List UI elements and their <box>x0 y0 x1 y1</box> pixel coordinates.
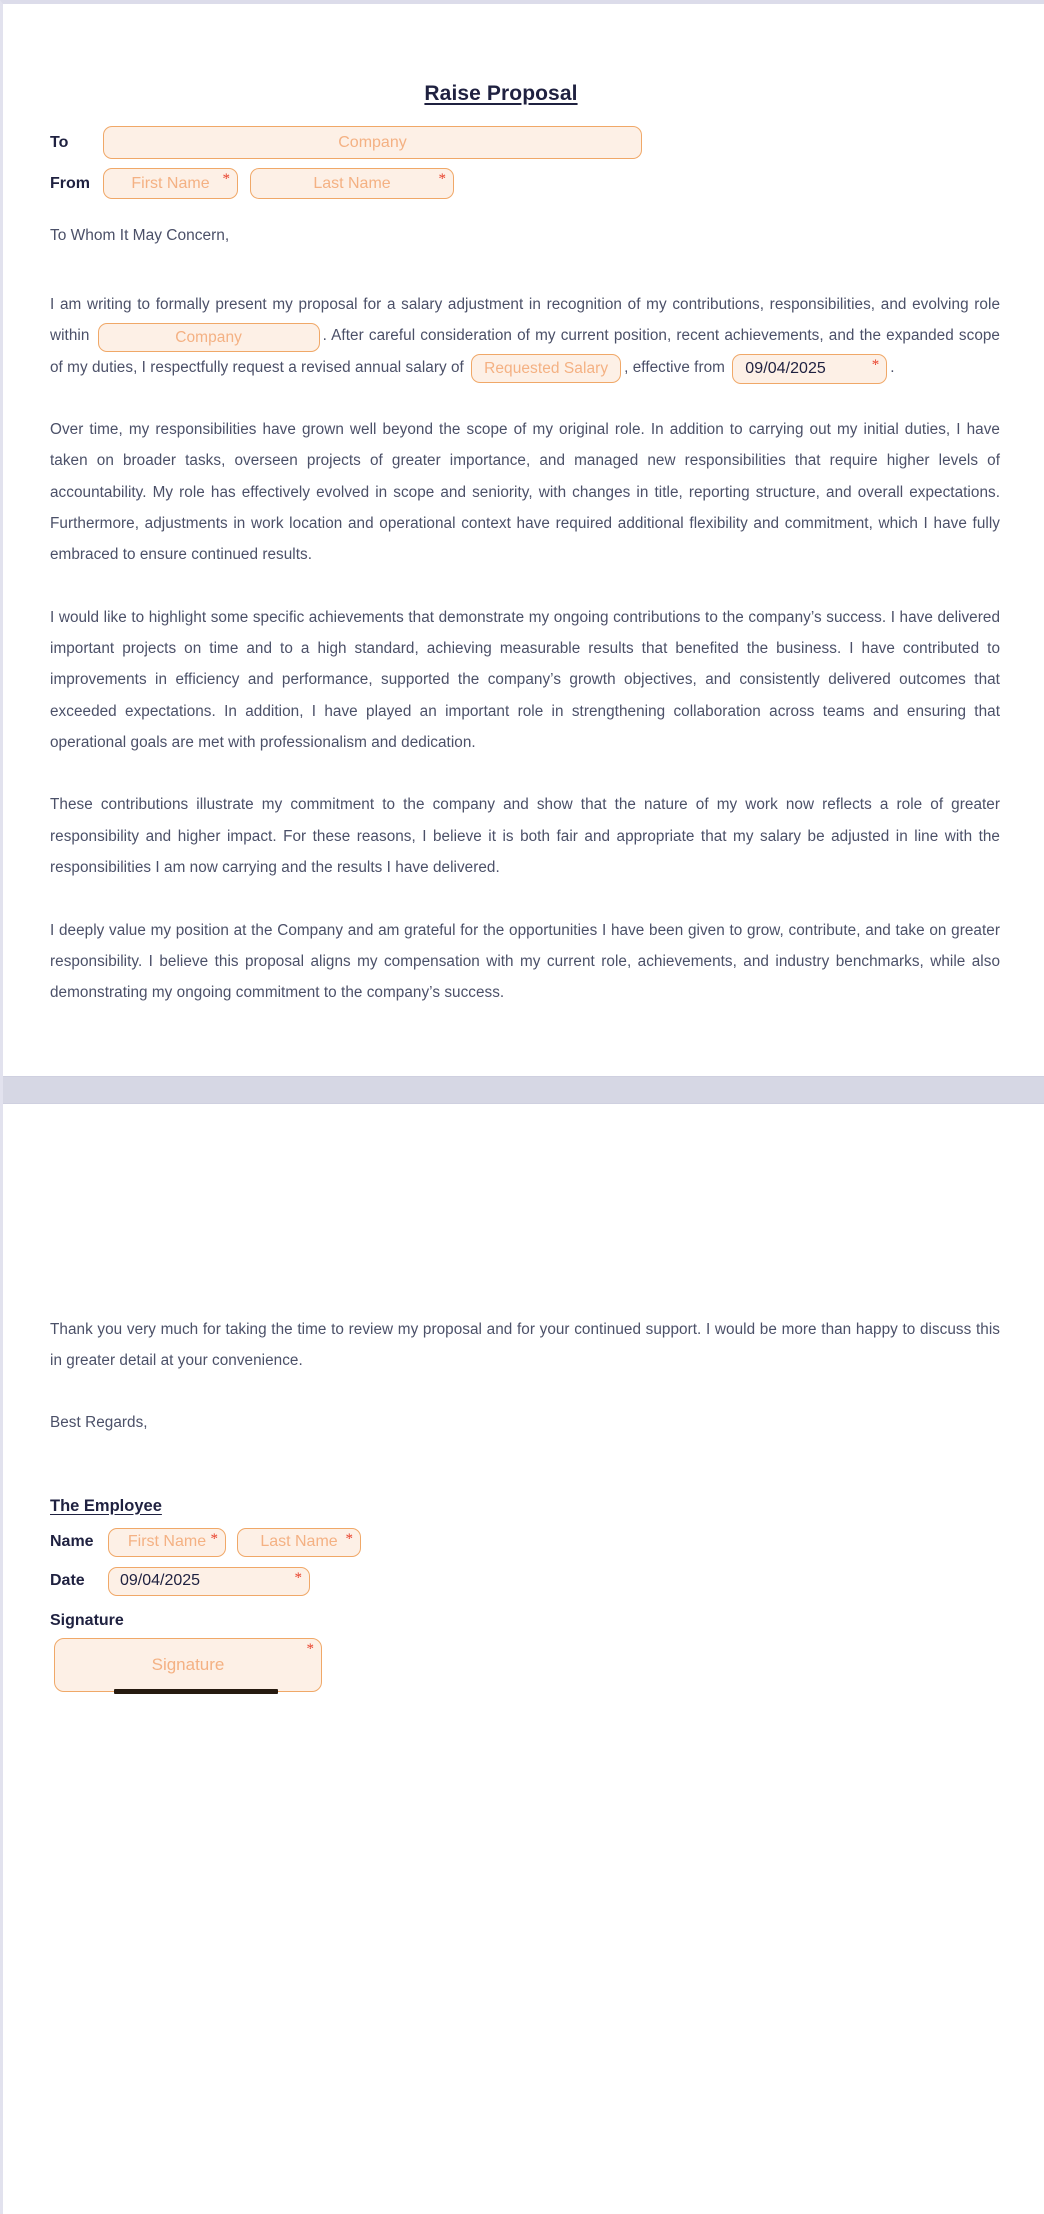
to-company-placeholder: Company <box>338 133 407 151</box>
paragraph-thanks: Thank you very much for taking the time to review my proposal and for your continued support. I would be more than happy to discuss this in greater detail at your convenience. <box>50 1320 1000 1369</box>
effective-date-input[interactable] <box>732 354 887 384</box>
paragraph-achievements: I would like to highlight some specific achievements that demonstrate my ongoing contributions to the company’s success. I have delivered important projects on time and to a high standard, achieving measurable results that benefited the business. I have contributed to improvements in efficiency and performance, supported the company’s growth objectives, and consistently delivered outcomes that exceeded expectations. In addition, I have played an important role in strengthening collaboration across teams and ensuring that operational goals are met with professionalism and dedication. <box>50 608 1000 752</box>
signature-section-heading: The Employee <box>50 1496 162 1515</box>
required-asterisk-icon: * <box>306 1640 314 1657</box>
required-asterisk-icon: * <box>210 1530 218 1547</box>
signature-pad[interactable] <box>54 1638 322 1692</box>
page-break-divider <box>3 1076 1044 1104</box>
from-field-row <box>50 168 1000 199</box>
signature-pad-wrapper <box>54 1638 322 1692</box>
best-regards-text: Best Regards, <box>50 1414 148 1432</box>
salutation-text: To Whom It May Concern, <box>50 227 230 244</box>
signature-last-name-placeholder: Last Name <box>260 1533 338 1551</box>
signature-first-name-placeholder: First Name <box>127 1533 207 1551</box>
from-label: From <box>50 174 90 192</box>
paragraph-intro-part1: I am writing to formally present my proposal for a salary adjustment in recognition of my contributions, responsibilities, and evolving role within <box>50 296 1000 345</box>
signature-date-label: Date <box>50 1572 85 1590</box>
signature-date-value: 09/04/2025 <box>120 1572 201 1590</box>
requested-salary-placeholder: Requested Salary <box>484 359 609 377</box>
from-first-name-placeholder: First Name <box>131 174 210 192</box>
signature-placeholder: Signature <box>151 1655 225 1675</box>
paragraph-justification: These contributions illustrate my commitment to the company and show that the nature of my work now reflects a role of greater responsibility and higher impact. For these reasons, I believe it is both fair and appropriate that my salary be adjusted in line with the responsibilities I am now carrying and the results I have delivered. <box>50 796 1000 877</box>
required-asterisk-icon: * <box>345 1530 353 1547</box>
paragraph-intro-part4: . <box>890 358 895 376</box>
document-page-1 <box>3 4 1044 1076</box>
requested-salary-input[interactable] <box>471 354 621 383</box>
signature-first-name-input[interactable] <box>108 1528 226 1557</box>
effective-date-value: 09/04/2025 <box>745 359 826 377</box>
inline-company-input[interactable] <box>98 323 320 352</box>
document-page-2 <box>3 1104 1044 1812</box>
signature-name-row <box>50 1528 1000 1557</box>
required-asterisk-icon: * <box>222 171 230 187</box>
to-field-row <box>50 126 1000 159</box>
signature-baseline <box>114 1689 278 1694</box>
to-company-input[interactable] <box>103 126 642 159</box>
from-first-name-input[interactable] <box>103 168 238 199</box>
page-title: Raise Proposal <box>424 82 578 105</box>
paragraph-intro-part3: , effective from <box>624 358 725 376</box>
paragraph-intro <box>50 289 1000 383</box>
signature-name-label: Name <box>50 1533 94 1551</box>
paragraph-intro-part2: . After careful consideration of my current position, recent achievements, and the expanded scope of my duties, I respectfully request a revised annual salary of <box>50 327 1000 376</box>
required-asterisk-icon: * <box>294 1569 302 1586</box>
from-last-name-placeholder: Last Name <box>313 174 391 192</box>
paragraph-responsibilities: Over time, my responsibilities have grown well beyond the scope of my original role. In addition to carrying out my initial duties, I have taken on broader tasks, overseen projects of greater importance, and managed new responsibilities that require higher levels of accountability. My role has effectively evolved in scope and seniority, with changes in title, reporting structure, and overall expectations. Furthermore, adjustments in work location and operational context have required additional flexibility and commitment, which I have fully embraced to ensure continued results. <box>50 421 1000 564</box>
signature-last-name-input[interactable] <box>237 1528 361 1557</box>
paragraph-closing-value: I deeply value my position at the Company and am grateful for the opportunities I have been given to grow, contribute, and take on greater responsibility. I believe this proposal aligns my compensation with my current role, achievements, and industry benchmarks, while also demonstrating my ongoing commitment to the company’s success. <box>50 921 1000 1002</box>
signature-date-input[interactable] <box>108 1567 310 1596</box>
signature-date-row <box>50 1567 1000 1596</box>
required-asterisk-icon: * <box>438 171 446 187</box>
to-label: To <box>50 133 69 151</box>
from-last-name-input[interactable] <box>250 168 454 199</box>
inline-company-placeholder: Company <box>175 328 242 346</box>
signature-field-label: Signature <box>50 1611 124 1629</box>
required-asterisk-icon: * <box>871 356 880 373</box>
